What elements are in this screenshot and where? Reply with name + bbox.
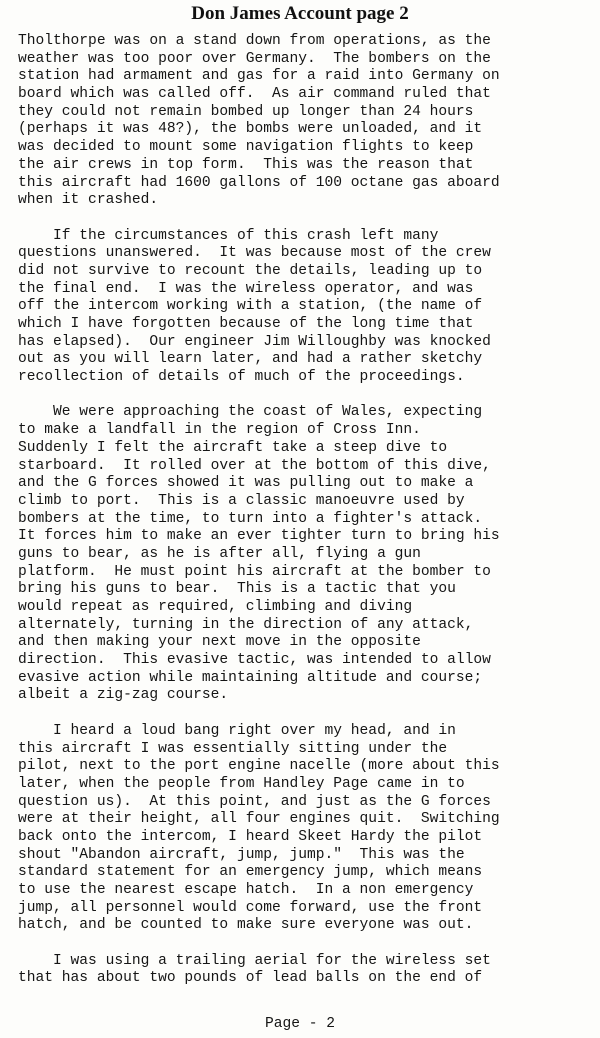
- text-line: weather was too poor over Germany. The bombers on the: [18, 50, 491, 67]
- paragraph-gap: [18, 387, 598, 405]
- text-line: to make a landfall in the region of Cross Inn.: [18, 422, 421, 439]
- text-line: standard statement for an emergency jump, which means: [18, 864, 483, 881]
- text-line: bring his guns to bear. This is a tactic that you: [18, 581, 456, 598]
- text-line: and then making your next move in the opposite: [18, 634, 421, 651]
- document-body: [18, 33, 598, 988]
- text-line: which I have forgotten because of the long time that: [18, 316, 474, 332]
- text-line: bombers at the time, to turn into a fighter's attack.: [18, 510, 483, 527]
- text-line: Suddenly I felt the aircraft take a steep dive to: [18, 439, 448, 456]
- text-line: (perhaps it was 48?), the bombs were unloaded, and it: [18, 121, 483, 138]
- text-line: did not survive to recount the details, leading up to: [18, 262, 483, 279]
- paragraph-gap: [18, 705, 598, 723]
- text-line: this aircraft I was essentially sitting under the: [18, 740, 448, 757]
- text-line: board which was called off. As air command ruled that: [18, 86, 491, 103]
- text-line: guns to bear, as he is after all, flying a gun: [18, 545, 421, 562]
- text-line: It forces him to make an ever tighter turn to bring his: [18, 528, 500, 545]
- text-line: the final end. I was the wireless operator, and was: [18, 280, 474, 297]
- text-line: albeit a zig-zag course.: [18, 687, 229, 704]
- paragraph-gap: [18, 210, 598, 228]
- paragraph: [18, 228, 598, 387]
- page-number: Page - 2: [264, 1016, 336, 1032]
- text-line: they could not remain bombed up longer than 24 hours: [18, 103, 474, 120]
- text-line: hatch, and be counted to make sure everyone was out.: [18, 917, 474, 934]
- text-line: question us). At this point, and just as the G forces: [18, 793, 491, 810]
- text-line: alternately, turning in the direction of any attack,: [18, 616, 474, 633]
- text-line: pilot, next to the port engine nacelle (more about this: [18, 758, 500, 775]
- text-line: would repeat as required, climbing and diving: [18, 599, 413, 615]
- text-line: We were approaching the coast of Wales, expecting: [18, 404, 483, 421]
- paragraph: [18, 723, 598, 935]
- text-line: starboard. It rolled over at the bottom of this dive,: [18, 457, 491, 474]
- text-line: off the intercom working with a station, (the name of: [18, 298, 483, 315]
- text-line: If the circumstances of this crash left many: [18, 227, 439, 244]
- text-line: when it crashed.: [18, 192, 159, 209]
- paragraph: [18, 33, 598, 210]
- text-line: later, when the people from Handley Page came in to: [18, 775, 465, 792]
- page-title: Don James Account page 2: [191, 3, 409, 24]
- text-line: recollection of details of much of the proceedings.: [18, 369, 465, 386]
- text-line: jump, all personnel would come forward, use the front: [18, 899, 483, 916]
- text-line: the air crews in top form. This was the reason that: [18, 156, 474, 173]
- text-line: back onto the intercom, I heard Skeet Hardy the pilot: [18, 828, 483, 845]
- text-line: was decided to mount some navigation flights to keep: [18, 139, 474, 156]
- text-line: questions unanswered. It was because most of the crew: [18, 245, 491, 262]
- text-line: that has about two pounds of lead balls on the end of: [18, 970, 483, 987]
- text-line: evasive action while maintaining altitude and course;: [18, 669, 483, 686]
- paragraph-gap: [18, 935, 598, 953]
- text-line: and the G forces showed it was pulling out to make a: [18, 475, 474, 492]
- text-line: were at their height, all four engines quit. Switching: [18, 811, 500, 828]
- text-line: climb to port. This is a classic manoeuvre used by: [18, 492, 465, 509]
- text-line: I heard a loud bang right over my head, and in: [18, 722, 456, 739]
- text-line: to use the nearest escape hatch. In a non emergency: [18, 882, 474, 898]
- text-line: I was using a trailing aerial for the wireless set: [18, 952, 491, 969]
- text-line: out as you will learn later, and had a rather sketchy: [18, 351, 483, 368]
- paragraph: [18, 404, 598, 705]
- text-line: Tholthorpe was on a stand down from operations, as the: [18, 33, 491, 49]
- text-line: platform. He must point his aircraft at the bomber to: [18, 563, 491, 580]
- paragraph: [18, 953, 598, 988]
- text-line: direction. This evasive tactic, was intended to allow: [18, 652, 491, 669]
- text-line: station had armament and gas for a raid into Germany on: [18, 68, 500, 85]
- text-line: shout "Abandon aircraft, jump, jump." This was the: [18, 846, 465, 863]
- text-line: has elapsed). Our engineer Jim Willoughby was knocked: [18, 333, 491, 350]
- text-line: this aircraft had 1600 gallons of 100 octane gas aboard: [18, 174, 500, 191]
